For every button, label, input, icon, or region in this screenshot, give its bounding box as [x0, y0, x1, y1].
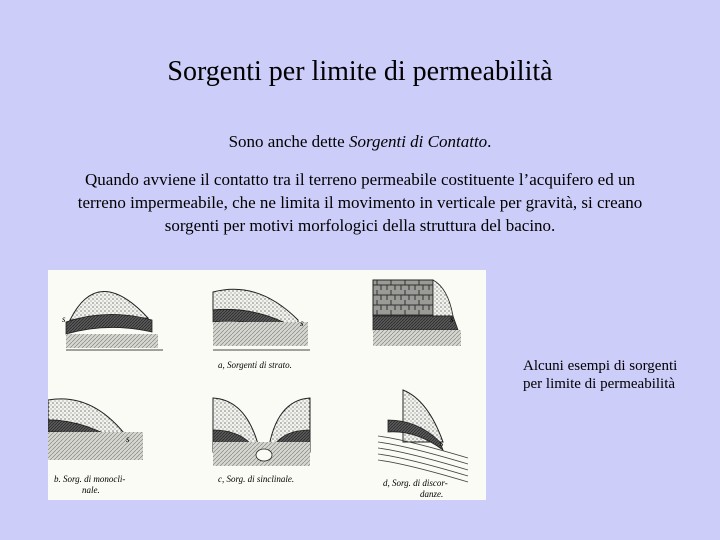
label-b-1: b. Sorg. di monocli-	[54, 474, 126, 484]
spring-mark-6: s	[440, 438, 444, 448]
label-d-1: d, Sorg. di discor-	[383, 478, 448, 488]
panel-sinclinale	[213, 398, 310, 484]
springs-illustration	[48, 270, 486, 500]
label-d-2: danze.	[420, 489, 444, 499]
spring-mark-1: s	[62, 314, 66, 324]
panel-stone	[373, 280, 461, 346]
panel-strato-left	[62, 291, 163, 350]
subtitle	[0, 132, 720, 152]
side-note: Alcuni esempi di sorgenti per limite di permeabilità	[523, 358, 678, 392]
spring-mark-2: s	[300, 318, 304, 328]
label-c: c, Sorg. di sinclinale.	[218, 474, 295, 484]
panel-discordanze	[378, 390, 468, 499]
subtitle-italic: Sorgenti di Contatto	[348, 132, 488, 151]
subtitle-prefix: Sono anche dette	[228, 132, 349, 151]
label-a: a, Sorgenti di strato.	[218, 360, 292, 370]
springs-figure	[48, 270, 486, 500]
subtitle-suffix: .	[487, 132, 492, 151]
description-paragraph: Quando avviene il contatto tra il terreno permeabile costituente l’acquifero ed un terreno impermeabile, che ne limita il movimento in verticale per gravità, si creano sorgenti per motivi morfologici della struttura del bacino.	[77, 170, 643, 235]
spring-mark-3: s	[450, 314, 454, 324]
slide-title: Sorgenti per limite di permeabilità	[167, 56, 553, 87]
spring-mark-4: s	[126, 434, 130, 444]
panel-strato-middle	[213, 289, 310, 370]
panel-monoclinale	[48, 399, 143, 495]
label-b-2: nale.	[82, 485, 100, 495]
